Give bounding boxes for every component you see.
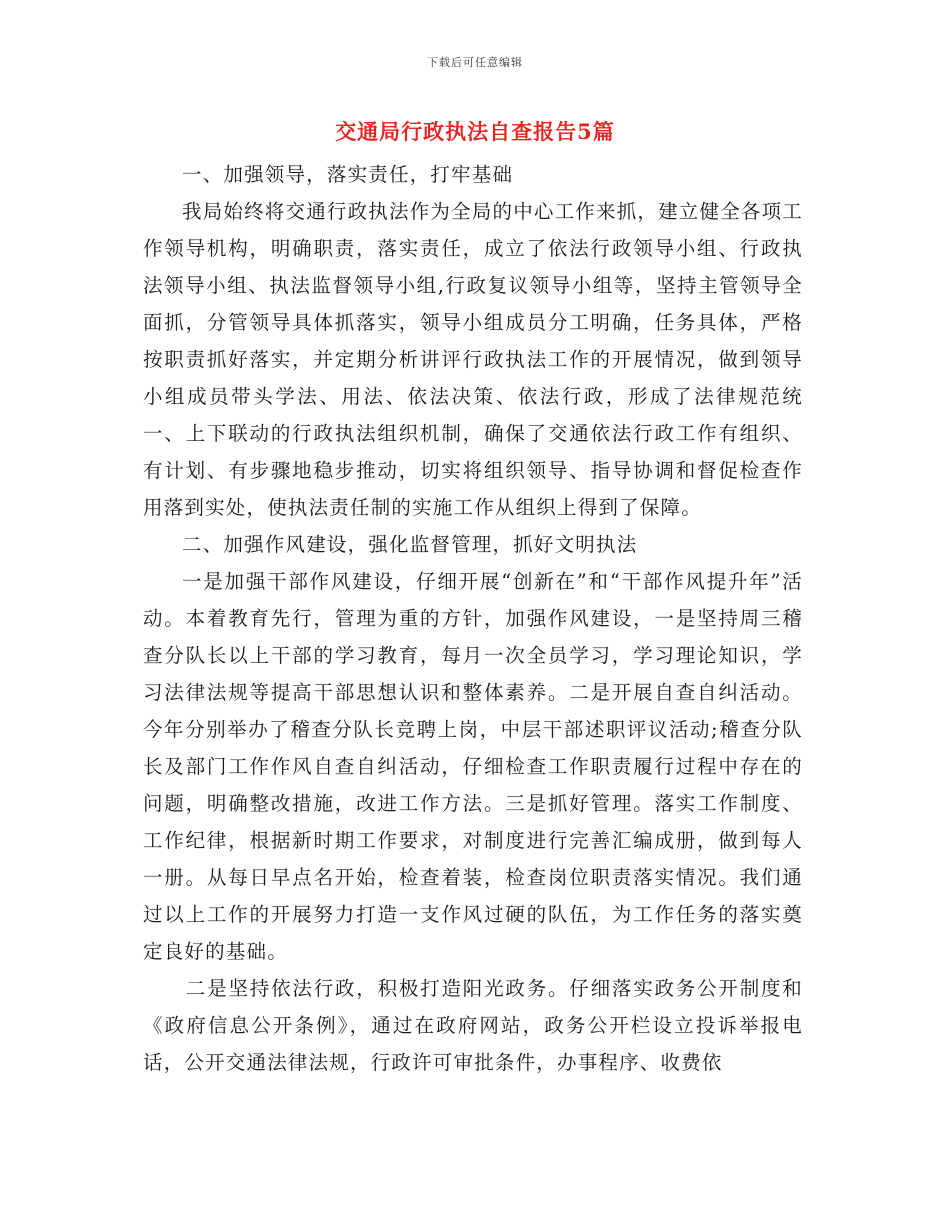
header-note: 下载后可任意编辑 [427,56,523,69]
body-paragraph: 二是坚持依法行政，积极打造阳光政务。仔细落实政务公开制度和《政府信息公开条例》，通过在政府网站，政务公开栏设立投诉举报电话，公开交通法律法规，行政许可审批条件，办事程序、收费依 [143,977,803,1074]
body-paragraph: 我局始终将交通行政执法作为全局的中心工作来抓，建立健全各项工作领导机构，明确职责，落实责任，成立了依法行政领导小组、行政执法领导小组、执法监督领导小组,行政复议领导小组等，坚持主管领导全面抓，分管领导具体抓落实，领导小组成员分工明确，任务具体，严格按职责抓好落实，并定期分析讲评行政执法工作的开展情况，做到领导小组成员带头学法、用法、依法决策、依法行政，形成了法律规范统一、上下联动的行政执法组织机制，确保了交通依法行政工作有组织、有计划、有步骤地稳步推动，切实将组织领导、指导协调和督促检查作用落到实处，使执法责任制的实施工作从组织上得到了保障。 [143,200,804,519]
document-body [143,156,803,1081]
body-paragraph: 一是加强干部作风建设，仔细开展“创新在”和“干部作风提升年”活动。本着教育先行，管理为重的方针，加强作风建设，一是坚持周三稽查分队长以上干部的学习教育，每月一次全员学习，学习理论知识，学习法律法规等提高干部思想认识和整体素养。二是开展自查自纠活动。今年分别举办了稽查分队长竞聘上岗，中层干部述职评议活动;稽查分队长及部门工作作风自查自纠活动，仔细检查工作职责履行过程中存在的问题，明确整改措施，改进工作方法。三是抓好管理。落实工作制度、工作纪律，根据新时期工作要求，对制度进行完善汇编成册，做到每人一册。从每日早点名开始，检查着装，检查岗位职责落实情况。我们通过以上工作的开展努力打造一支作风过硬的队伍，为工作任务的落实奠定良好的基础。 [143,570,803,963]
document-title: 交通局行政执法自查报告5篇 [335,119,615,144]
section-heading: 二、加强作风建设，强化监督管理，抓好文明执法 [182,533,638,556]
section-heading: 一、加强领导，落实责任，打牢基础 [182,163,514,186]
